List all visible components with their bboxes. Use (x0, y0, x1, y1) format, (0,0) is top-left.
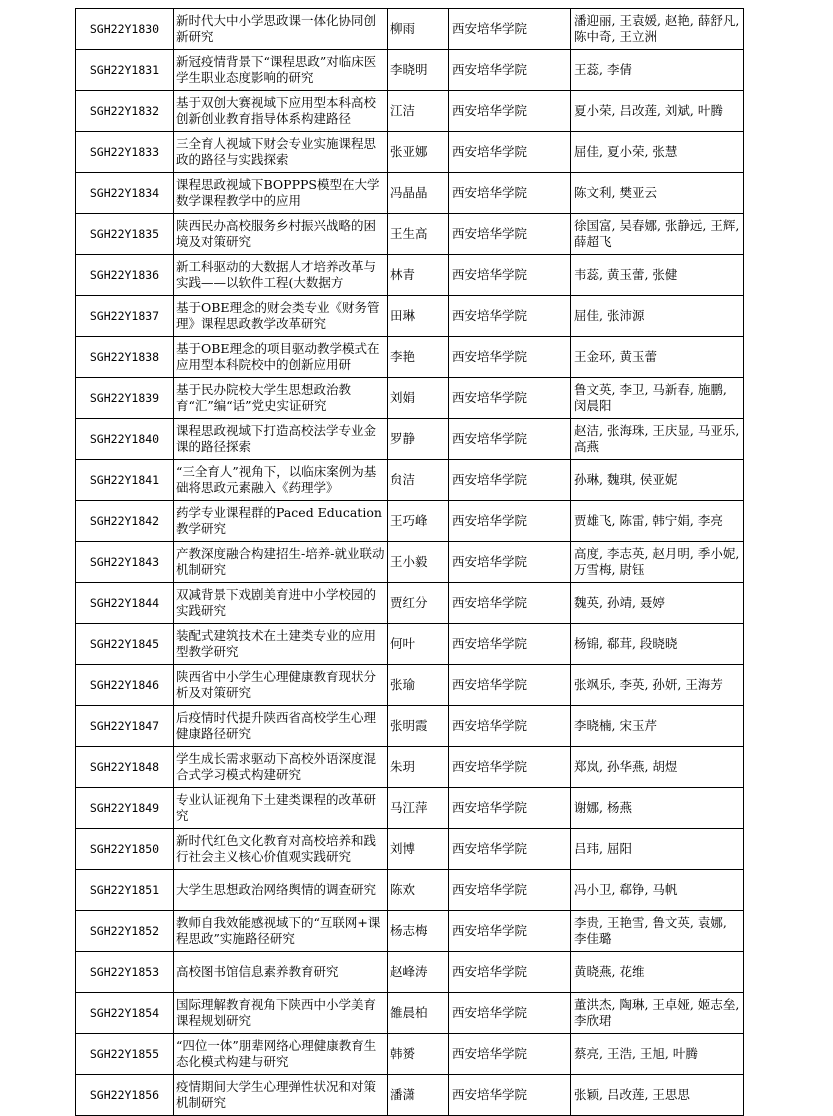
project-title-cell-text: 陕西省中小学生心理健康教育现状分析及对策研究 (176, 669, 377, 700)
project-title-cell (174, 378, 388, 419)
project-members-cell (571, 255, 744, 296)
project-title-cell-text: 教师自我效能感视域下的“互联网+课程思政”实施路径研究 (176, 915, 381, 946)
project-school-cell: 西安培华学院 (449, 378, 571, 419)
project-title-cell-text: 国际理解教育视角下陕西中小学美育课程规划研究 (176, 997, 377, 1028)
table-row (76, 1075, 744, 1116)
project-members-cell-text: 冯小卫, 郗铮, 马帆 (574, 882, 678, 897)
project-title-cell (174, 173, 388, 214)
project-school-cell: 西安培华学院 (449, 419, 571, 460)
project-members-cell (571, 624, 744, 665)
project-title-cell-text: 新时代红色文化教育对高校培养和践行社会主义核心价值观实践研究 (176, 833, 377, 864)
project-members-cell-text: 张颖, 吕改莲, 王思思 (574, 1087, 690, 1102)
project-title-cell-text: 大学生思想政治网络舆情的调查研究 (176, 882, 377, 897)
project-members-cell (571, 747, 744, 788)
project-members-cell (571, 583, 744, 624)
project-title-cell (174, 214, 388, 255)
project-title-cell (174, 91, 388, 132)
project-members-cell (571, 214, 744, 255)
table-row (76, 501, 744, 542)
project-leader-cell: 张明霞 (388, 706, 449, 747)
project-title-cell-text: 专业认证视角下土建类课程的改革研究 (176, 792, 377, 823)
project-school-cell: 西安培华学院 (449, 993, 571, 1034)
project-school-cell: 西安培华学院 (449, 1075, 571, 1116)
project-id-cell: SGH22Y1837 (76, 296, 174, 337)
project-school-cell: 西安培华学院 (449, 829, 571, 870)
project-leader-cell: 张亚娜 (388, 132, 449, 173)
table-row (76, 132, 744, 173)
project-school-cell: 西安培华学院 (449, 911, 571, 952)
project-school-cell: 西安培华学院 (449, 91, 571, 132)
project-id-cell: SGH22Y1854 (76, 993, 174, 1034)
table-row (76, 747, 744, 788)
project-id-cell: SGH22Y1853 (76, 952, 174, 993)
project-leader-cell: 张瑜 (388, 665, 449, 706)
project-leader-cell: 王生高 (388, 214, 449, 255)
project-title-cell-text: “三全育人”视角下，以临床案例为基础将思政元素融入《药理学》 (176, 464, 377, 495)
project-members-cell-text: 杨锦, 郗茸, 段晓晓 (574, 636, 678, 651)
project-members-cell-text: 郑岚, 孙华燕, 胡煜 (574, 759, 678, 774)
project-members-cell (571, 132, 744, 173)
project-title-cell-text: 新冠疫情背景下“课程思政”对临床医学生职业态度影响的研究 (176, 54, 377, 85)
project-members-cell-text: 韦蕊, 黄玉蕾, 张健 (574, 267, 678, 282)
project-members-cell (571, 829, 744, 870)
project-id-cell: SGH22Y1842 (76, 501, 174, 542)
project-id-cell: SGH22Y1830 (76, 9, 174, 50)
project-members-cell-text: 董洪杰, 陶琳, 王卓娅, 姬志垒, 李欣珺 (574, 997, 740, 1028)
project-members-cell (571, 542, 744, 583)
project-title-cell (174, 460, 388, 501)
project-members-cell (571, 419, 744, 460)
project-leader-cell: 赵峰涛 (388, 952, 449, 993)
project-title-cell (174, 829, 388, 870)
project-id-cell: SGH22Y1851 (76, 870, 174, 911)
project-title-cell-text: 学生成长需求驱动下高校外语深度混合式学习模式构建研究 (176, 751, 377, 782)
project-school-cell: 西安培华学院 (449, 173, 571, 214)
table-row (76, 952, 744, 993)
project-members-cell (571, 1034, 744, 1075)
project-members-cell-text: 谢娜, 杨燕 (574, 800, 632, 815)
table-row (76, 542, 744, 583)
project-title-cell-text: 课程思政视域下打造高校法学专业金课的路径探索 (176, 423, 377, 454)
project-members-cell (571, 870, 744, 911)
project-members-cell-text: 屈佳, 张沛源 (574, 308, 645, 323)
table-row (76, 829, 744, 870)
project-members-cell (571, 460, 744, 501)
project-school-cell: 西安培华学院 (449, 255, 571, 296)
project-leader-cell: 江洁 (388, 91, 449, 132)
project-members-cell (571, 9, 744, 50)
project-title-cell-text: 双减背景下戏剧美育进中小学校园的实践研究 (176, 587, 377, 618)
project-id-cell: SGH22Y1831 (76, 50, 174, 91)
table-row (76, 9, 744, 50)
project-title-cell (174, 788, 388, 829)
project-title-cell-text: 装配式建筑技术在土建类专业的应用型教学研究 (176, 628, 377, 659)
table-row (76, 50, 744, 91)
table-row (76, 870, 744, 911)
project-leader-cell: 朱玥 (388, 747, 449, 788)
project-members-cell-text: 高度, 李志英, 赵月明, 季小妮, 万雪梅, 尉钰 (574, 546, 740, 577)
project-id-cell: SGH22Y1840 (76, 419, 174, 460)
project-members-cell-text: 李晓楠, 宋玉芹 (574, 718, 657, 733)
project-school-cell: 西安培华学院 (449, 296, 571, 337)
project-members-cell-text: 屈佳, 夏小荣, 张慧 (574, 144, 678, 159)
project-members-cell (571, 91, 744, 132)
table-row (76, 378, 744, 419)
project-title-cell-text: 后疫情时代提升陕西省高校学生心理健康路径研究 (176, 710, 377, 741)
project-school-cell: 西安培华学院 (449, 1034, 571, 1075)
project-title-cell-text: 疫情期间大学生心理弹性状况和对策机制研究 (176, 1079, 377, 1110)
project-title-cell (174, 50, 388, 91)
project-id-cell: SGH22Y1846 (76, 665, 174, 706)
table-row (76, 1034, 744, 1075)
project-leader-cell: 刘娟 (388, 378, 449, 419)
project-leader-cell: 王巧峰 (388, 501, 449, 542)
project-title-cell-text: 课程思政视域下BOPPPS模型在大学数学课程教学中的应用 (176, 177, 380, 208)
project-title-cell (174, 419, 388, 460)
project-school-cell: 西安培华学院 (449, 132, 571, 173)
table-row (76, 460, 744, 501)
project-leader-cell: 陈欢 (388, 870, 449, 911)
project-title-cell (174, 706, 388, 747)
project-leader-cell: 雒晨柏 (388, 993, 449, 1034)
project-leader-cell: 马江萍 (388, 788, 449, 829)
project-school-cell: 西安培华学院 (449, 952, 571, 993)
project-title-cell-text: 新工科驱动的大数据人才培养改革与实践——以软件工程(大数据方 (176, 259, 377, 290)
project-title-cell (174, 993, 388, 1034)
project-school-cell: 西安培华学院 (449, 706, 571, 747)
project-title-cell (174, 255, 388, 296)
project-title-cell-text: 陕西民办高校服务乡村振兴战略的困境及对策研究 (176, 218, 377, 249)
project-id-cell: SGH22Y1832 (76, 91, 174, 132)
project-title-cell-text: 基于OBE理念的项目驱动教学模式在应用型本科院校中的创新应用研 (176, 341, 380, 372)
table-row (76, 706, 744, 747)
project-title-cell (174, 132, 388, 173)
project-leader-cell: 杨志梅 (388, 911, 449, 952)
project-school-cell: 西安培华学院 (449, 583, 571, 624)
project-title-cell-text: 基于OBE理念的财会类专业《财务管理》课程思政教学改革研究 (176, 300, 380, 331)
table-row (76, 337, 744, 378)
project-title-cell (174, 911, 388, 952)
project-school-cell: 西安培华学院 (449, 788, 571, 829)
project-members-cell-text: 鲁文英, 李卫, 马新春, 施鹏, 闵晨阳 (574, 382, 727, 413)
table-row (76, 788, 744, 829)
project-school-cell: 西安培华学院 (449, 337, 571, 378)
project-title-cell (174, 624, 388, 665)
project-school-cell: 西安培华学院 (449, 9, 571, 50)
project-title-cell (174, 870, 388, 911)
project-title-cell (174, 583, 388, 624)
project-members-cell-text: 张飒乐, 李英, 孙妍, 王海芳 (574, 677, 723, 692)
project-leader-cell: 何叶 (388, 624, 449, 665)
project-members-cell-text: 陈文利, 樊亚云 (574, 185, 657, 200)
project-title-cell (174, 665, 388, 706)
project-leader-cell: 刘博 (388, 829, 449, 870)
project-members-cell (571, 706, 744, 747)
project-title-cell (174, 1075, 388, 1116)
project-school-cell: 西安培华学院 (449, 665, 571, 706)
table-row (76, 255, 744, 296)
project-members-cell-text: 王蕊, 李倩 (574, 62, 632, 77)
project-title-cell-text: 三全育人视域下财会专业实施课程思政的路径与实践探索 (176, 136, 377, 167)
project-members-cell (571, 378, 744, 419)
table-row (76, 173, 744, 214)
project-members-cell-text: 魏英, 孙靖, 聂婷 (574, 595, 665, 610)
project-title-cell-text: 新时代大中小学思政课一体化协同创新研究 (176, 13, 377, 44)
project-title-cell (174, 542, 388, 583)
table-row (76, 911, 744, 952)
project-members-cell-text: 夏小荣, 吕改莲, 刘斌, 叶腾 (574, 103, 723, 118)
project-leader-cell: 田琳 (388, 296, 449, 337)
project-members-cell-text: 赵洁, 张海珠, 王庆显, 马亚乐, 高燕 (574, 423, 740, 454)
project-members-cell (571, 296, 744, 337)
project-members-cell (571, 952, 744, 993)
project-title-cell-text: 药学专业课程群的Paced Education教学研究 (176, 505, 382, 536)
project-leader-cell: 贾红分 (388, 583, 449, 624)
project-leader-cell: 林青 (388, 255, 449, 296)
project-members-cell (571, 993, 744, 1034)
project-members-cell (571, 501, 744, 542)
project-school-cell: 西安培华学院 (449, 214, 571, 255)
project-members-cell-text: 李贵, 王艳雪, 鲁文英, 袁娜, 李佳璐 (574, 915, 727, 946)
project-id-cell: SGH22Y1844 (76, 583, 174, 624)
project-members-cell-text: 贾雄飞, 陈雷, 韩宁娟, 李亮 (574, 513, 723, 528)
project-school-cell: 西安培华学院 (449, 460, 571, 501)
project-members-cell (571, 50, 744, 91)
project-members-cell-text: 王金环, 黄玉蕾 (574, 349, 657, 364)
project-school-cell: 西安培华学院 (449, 624, 571, 665)
project-title-cell-text: 高校图书馆信息素养教育研究 (176, 964, 339, 979)
table-row (76, 583, 744, 624)
table-row (76, 91, 744, 132)
project-leader-cell: 冯晶晶 (388, 173, 449, 214)
project-school-cell: 西安培华学院 (449, 50, 571, 91)
project-members-cell (571, 788, 744, 829)
project-leader-cell: 李晓明 (388, 50, 449, 91)
project-id-cell: SGH22Y1841 (76, 460, 174, 501)
project-title-cell-text: 基于双创大赛视域下应用型本科高校创新创业教育指导体系构建路径 (176, 95, 377, 126)
project-id-cell: SGH22Y1849 (76, 788, 174, 829)
project-id-cell: SGH22Y1833 (76, 132, 174, 173)
project-title-cell-text: “四位一体”朋辈网络心理健康教育生态化模式构建与研究 (176, 1038, 377, 1069)
project-members-cell-text: 蔡亮, 王浩, 王旭, 叶腾 (574, 1046, 698, 1061)
project-id-cell: SGH22Y1845 (76, 624, 174, 665)
project-members-cell (571, 1075, 744, 1116)
project-title-cell (174, 9, 388, 50)
table-row (76, 993, 744, 1034)
project-members-cell-text: 徐国富, 吴春娜, 张静远, 王辉, 薛超飞 (574, 218, 740, 249)
table-row (76, 214, 744, 255)
table-row (76, 296, 744, 337)
project-id-cell: SGH22Y1847 (76, 706, 174, 747)
project-title-cell (174, 337, 388, 378)
project-members-cell (571, 173, 744, 214)
project-leader-cell: 潘潇 (388, 1075, 449, 1116)
project-members-cell-text: 吕玮, 屈阳 (574, 841, 632, 856)
project-school-cell: 西安培华学院 (449, 542, 571, 583)
project-leader-cell: 王小毅 (388, 542, 449, 583)
project-id-cell: SGH22Y1848 (76, 747, 174, 788)
project-id-cell: SGH22Y1843 (76, 542, 174, 583)
project-title-cell-text: 基于民办院校大学生思想政治教育“汇”编“话”党史实证研究 (176, 382, 352, 413)
project-members-cell-text: 孙琳, 魏琪, 侯亚妮 (574, 472, 678, 487)
project-school-cell: 西安培华学院 (449, 501, 571, 542)
project-title-cell (174, 747, 388, 788)
project-title-cell (174, 1034, 388, 1075)
project-leader-cell: 李艳 (388, 337, 449, 378)
project-id-cell: SGH22Y1839 (76, 378, 174, 419)
project-title-cell (174, 501, 388, 542)
project-leader-cell: 韩赟 (388, 1034, 449, 1075)
project-leader-cell: 罗静 (388, 419, 449, 460)
project-title-cell (174, 296, 388, 337)
project-school-cell: 西安培华学院 (449, 870, 571, 911)
project-id-cell: SGH22Y1856 (76, 1075, 174, 1116)
table-row (76, 624, 744, 665)
project-id-cell: SGH22Y1838 (76, 337, 174, 378)
project-members-cell (571, 337, 744, 378)
project-id-cell: SGH22Y1855 (76, 1034, 174, 1075)
project-id-cell: SGH22Y1852 (76, 911, 174, 952)
project-members-cell-text: 潘迎丽, 王袁媛, 赵艳, 薛舒凡, 陈中奇, 王立洲 (574, 13, 740, 44)
project-table-body (76, 9, 744, 1116)
project-members-cell (571, 665, 744, 706)
project-title-cell (174, 952, 388, 993)
project-id-cell: SGH22Y1835 (76, 214, 174, 255)
project-leader-cell: 柳雨 (388, 9, 449, 50)
project-school-cell: 西安培华学院 (449, 747, 571, 788)
project-title-cell-text: 产教深度融合构建招生-培养-就业联动机制研究 (176, 546, 385, 577)
table-row (76, 665, 744, 706)
project-id-cell: SGH22Y1834 (76, 173, 174, 214)
project-leader-cell: 贠洁 (388, 460, 449, 501)
project-id-cell: SGH22Y1836 (76, 255, 174, 296)
table-row (76, 419, 744, 460)
project-members-cell-text: 黄晓燕, 花维 (574, 964, 645, 979)
project-members-cell (571, 911, 744, 952)
project-table (75, 8, 744, 1116)
project-id-cell: SGH22Y1850 (76, 829, 174, 870)
